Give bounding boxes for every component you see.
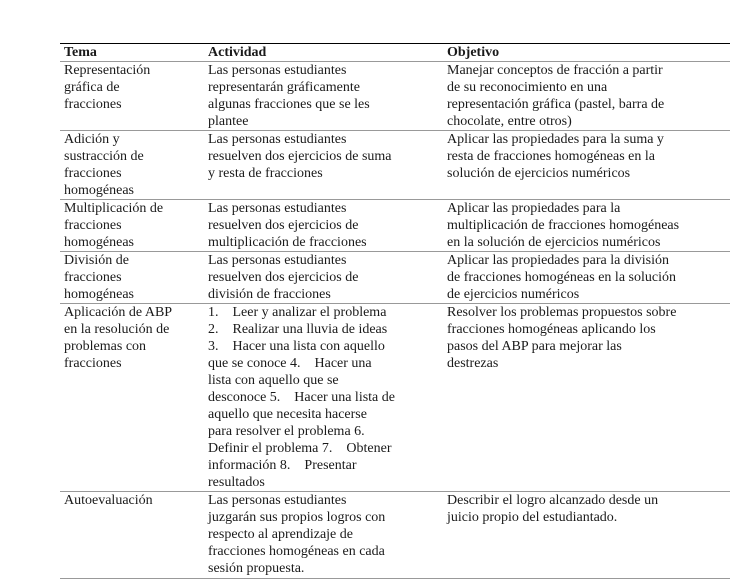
cell-objetivo [443, 252, 730, 304]
cell-actividad [204, 492, 443, 579]
cell-line: chocolate, entre otros) [447, 114, 572, 129]
cell-line: fracciones [64, 356, 122, 371]
cell-line: Representación [64, 63, 151, 78]
cell-line: en la resolución de [64, 322, 170, 337]
table-row [60, 492, 730, 579]
table-row [60, 304, 730, 492]
cell-line: para resolver el problema 6. [208, 424, 365, 439]
cell-line: resuelven dos ejercicios de [208, 218, 359, 233]
cell-line: división de fracciones [208, 287, 331, 302]
cell-line: pasos del ABP para mejorar las [447, 339, 622, 354]
cell-line: Definir el problema 7. Obtener [208, 441, 392, 456]
cell-line: y resta de fracciones [208, 166, 323, 181]
header-objetivo: Objetivo [443, 44, 730, 62]
cell-line: homogéneas [64, 235, 134, 250]
cell-tema [60, 131, 204, 200]
cell-line: destrezas [447, 356, 499, 371]
cell-line: que se conoce 4. Hacer una [208, 356, 372, 371]
cell-line: resuelven dos ejercicios de suma [208, 149, 392, 164]
cell-actividad [204, 304, 443, 492]
cell-line: homogéneas [64, 287, 134, 302]
cell-line: juicio propio del estudiantado. [447, 510, 618, 525]
cell-line: multiplicación de fracciones [208, 235, 367, 250]
cell-line: multiplicación de fracciones homogéneas [447, 218, 680, 233]
cell-line: representarán gráficamente [208, 80, 360, 95]
table-row [60, 131, 730, 200]
cell-line: División de [64, 253, 129, 268]
cell-line: representación gráfica (pastel, barra de [447, 97, 665, 112]
cell-line: algunas fracciones que se les [208, 97, 370, 112]
cell-line: lista con aquello que se [208, 373, 339, 388]
cell-actividad [204, 200, 443, 252]
cell-line: desconoce 5. Hacer una lista de [208, 390, 395, 405]
cell-line: sesión propuesta. [208, 561, 305, 576]
cell-line: de ejercicios numéricos [447, 287, 580, 302]
cell-line: Las personas estudiantes [208, 493, 347, 508]
cell-line: Aplicar las propiedades para la suma y [447, 132, 664, 147]
cell-line: fracciones [64, 218, 122, 233]
cell-line: fracciones [64, 270, 122, 285]
cell-line: resta de fracciones homogéneas en la [447, 149, 655, 164]
cell-tema [60, 62, 204, 131]
cell-tema [60, 200, 204, 252]
cell-line: Aplicación de ABP [64, 305, 173, 320]
cell-objetivo [443, 492, 730, 579]
cell-line: resuelven dos ejercicios de [208, 270, 359, 285]
cell-line: homogéneas [64, 183, 134, 198]
cell-line: Autoevaluación [64, 493, 153, 508]
cell-line: gráfica de [64, 80, 120, 95]
cell-line: Las personas estudiantes [208, 63, 347, 78]
cell-line: Aplicar las propiedades para la división [447, 253, 669, 268]
cell-line: Multiplicación de [64, 201, 164, 216]
header-actividad: Actividad [204, 44, 443, 62]
cell-objetivo [443, 304, 730, 492]
cell-line: fracciones [64, 166, 122, 181]
cell-line: fracciones [64, 97, 122, 112]
cell-tema [60, 304, 204, 492]
cell-line: 1. Leer y analizar el problema [208, 305, 387, 320]
cell-tema [60, 252, 204, 304]
cell-line: Las personas estudiantes [208, 253, 347, 268]
cell-line: Describir el logro alcanzado desde un [447, 493, 659, 508]
cell-line: 2. Realizar una lluvia de ideas [208, 322, 388, 337]
table-row [60, 62, 730, 131]
cell-line: Las personas estudiantes [208, 132, 347, 147]
cell-line: Aplicar las propiedades para la [447, 201, 621, 216]
cell-line: Resolver los problemas propuestos sobre [447, 305, 677, 320]
cell-line: Manejar conceptos de fracción a partir [447, 63, 663, 78]
cell-line: plantee [208, 114, 249, 129]
table-row [60, 252, 730, 304]
cell-objetivo [443, 62, 730, 131]
cell-line: de fracciones homogéneas en la solución [447, 270, 676, 285]
header-tema: Tema [60, 44, 204, 62]
table-header-row [60, 44, 730, 62]
cell-actividad [204, 62, 443, 131]
cell-actividad [204, 131, 443, 200]
cell-line: en la solución de ejercicios numéricos [447, 235, 661, 250]
cell-tema [60, 492, 204, 579]
activities-table [60, 43, 730, 579]
cell-objetivo [443, 131, 730, 200]
cell-objetivo [443, 200, 730, 252]
cell-line: información 8. Presentar [208, 458, 357, 473]
cell-line: Las personas estudiantes [208, 201, 347, 216]
cell-line: problemas con [64, 339, 147, 354]
cell-line: aquello que necesita hacerse [208, 407, 367, 422]
cell-line: de su reconocimiento en una [447, 80, 608, 95]
cell-line: Adición y [64, 132, 120, 147]
cell-line: juzgarán sus propios logros con [208, 510, 386, 525]
cell-actividad [204, 252, 443, 304]
cell-line: sustracción de [64, 149, 144, 164]
cell-line: fracciones homogéneas aplicando los [447, 322, 656, 337]
cell-line: fracciones homogéneas en cada [208, 544, 385, 559]
cell-line: respecto al aprendizaje de [208, 527, 353, 542]
table-row [60, 200, 730, 252]
cell-line: 3. Hacer una lista con aquello [208, 339, 385, 354]
cell-line: resultados [208, 475, 265, 490]
cell-line: solución de ejercicios numéricos [447, 166, 631, 181]
